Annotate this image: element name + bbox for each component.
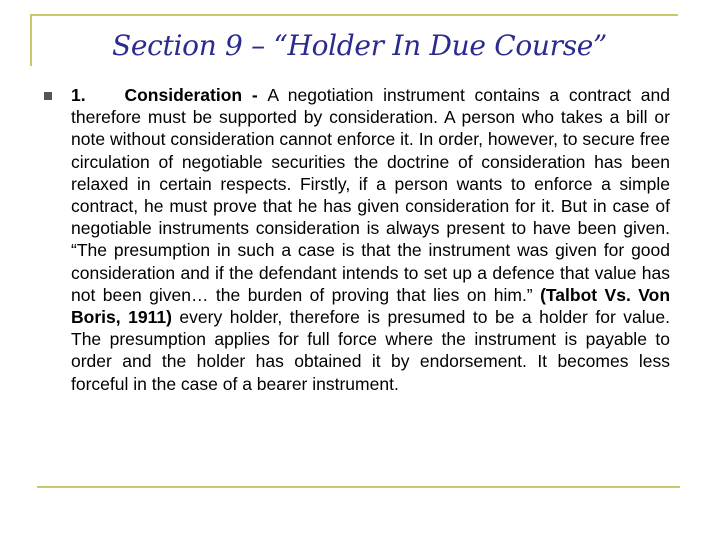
point-body-text-part-1: A negotiation instrument contains a contract and therefore must be supported by consideration. A person who takes a bill or note without consideration cannot enforce it. In order, however, to secure free circulation of negotiable securities the doctrine of consideration has been relaxed in certain respects. Firstly, if a person wants to enforce a simple contract, he must prove that he has given consideration for it. But in case of negotiable instruments consideration is always present to have been given. “The presumption in such a case is that the instrument was given for good consideration and if the defendant intends to set up a defence that value has not been given… the burden of proving that lies on him.” — [71, 85, 670, 305]
point-separator: - — [242, 85, 268, 105]
slide-title: Section 9 – “Holder In Due Course” — [112, 29, 608, 62]
title-left-rule — [30, 14, 32, 66]
title-top-rule — [30, 14, 678, 16]
point-heading: Consideration — [124, 85, 243, 105]
bullet-paragraph — [71, 84, 670, 395]
case-citation: (Talbot Vs. Von Boris, 1911) — [71, 284, 671, 328]
point-number: 1. — [71, 85, 86, 105]
bottom-rule — [37, 486, 680, 488]
square-bullet-icon — [44, 92, 52, 100]
point-body-text-part-2: every holder, therefore is presumed to be a holder for value. The presumption applies for full force where the instrument is payable to order and the holder has obtained it by endorsement. It becomes less forceful in the case of a bearer instrument. — [71, 307, 670, 394]
